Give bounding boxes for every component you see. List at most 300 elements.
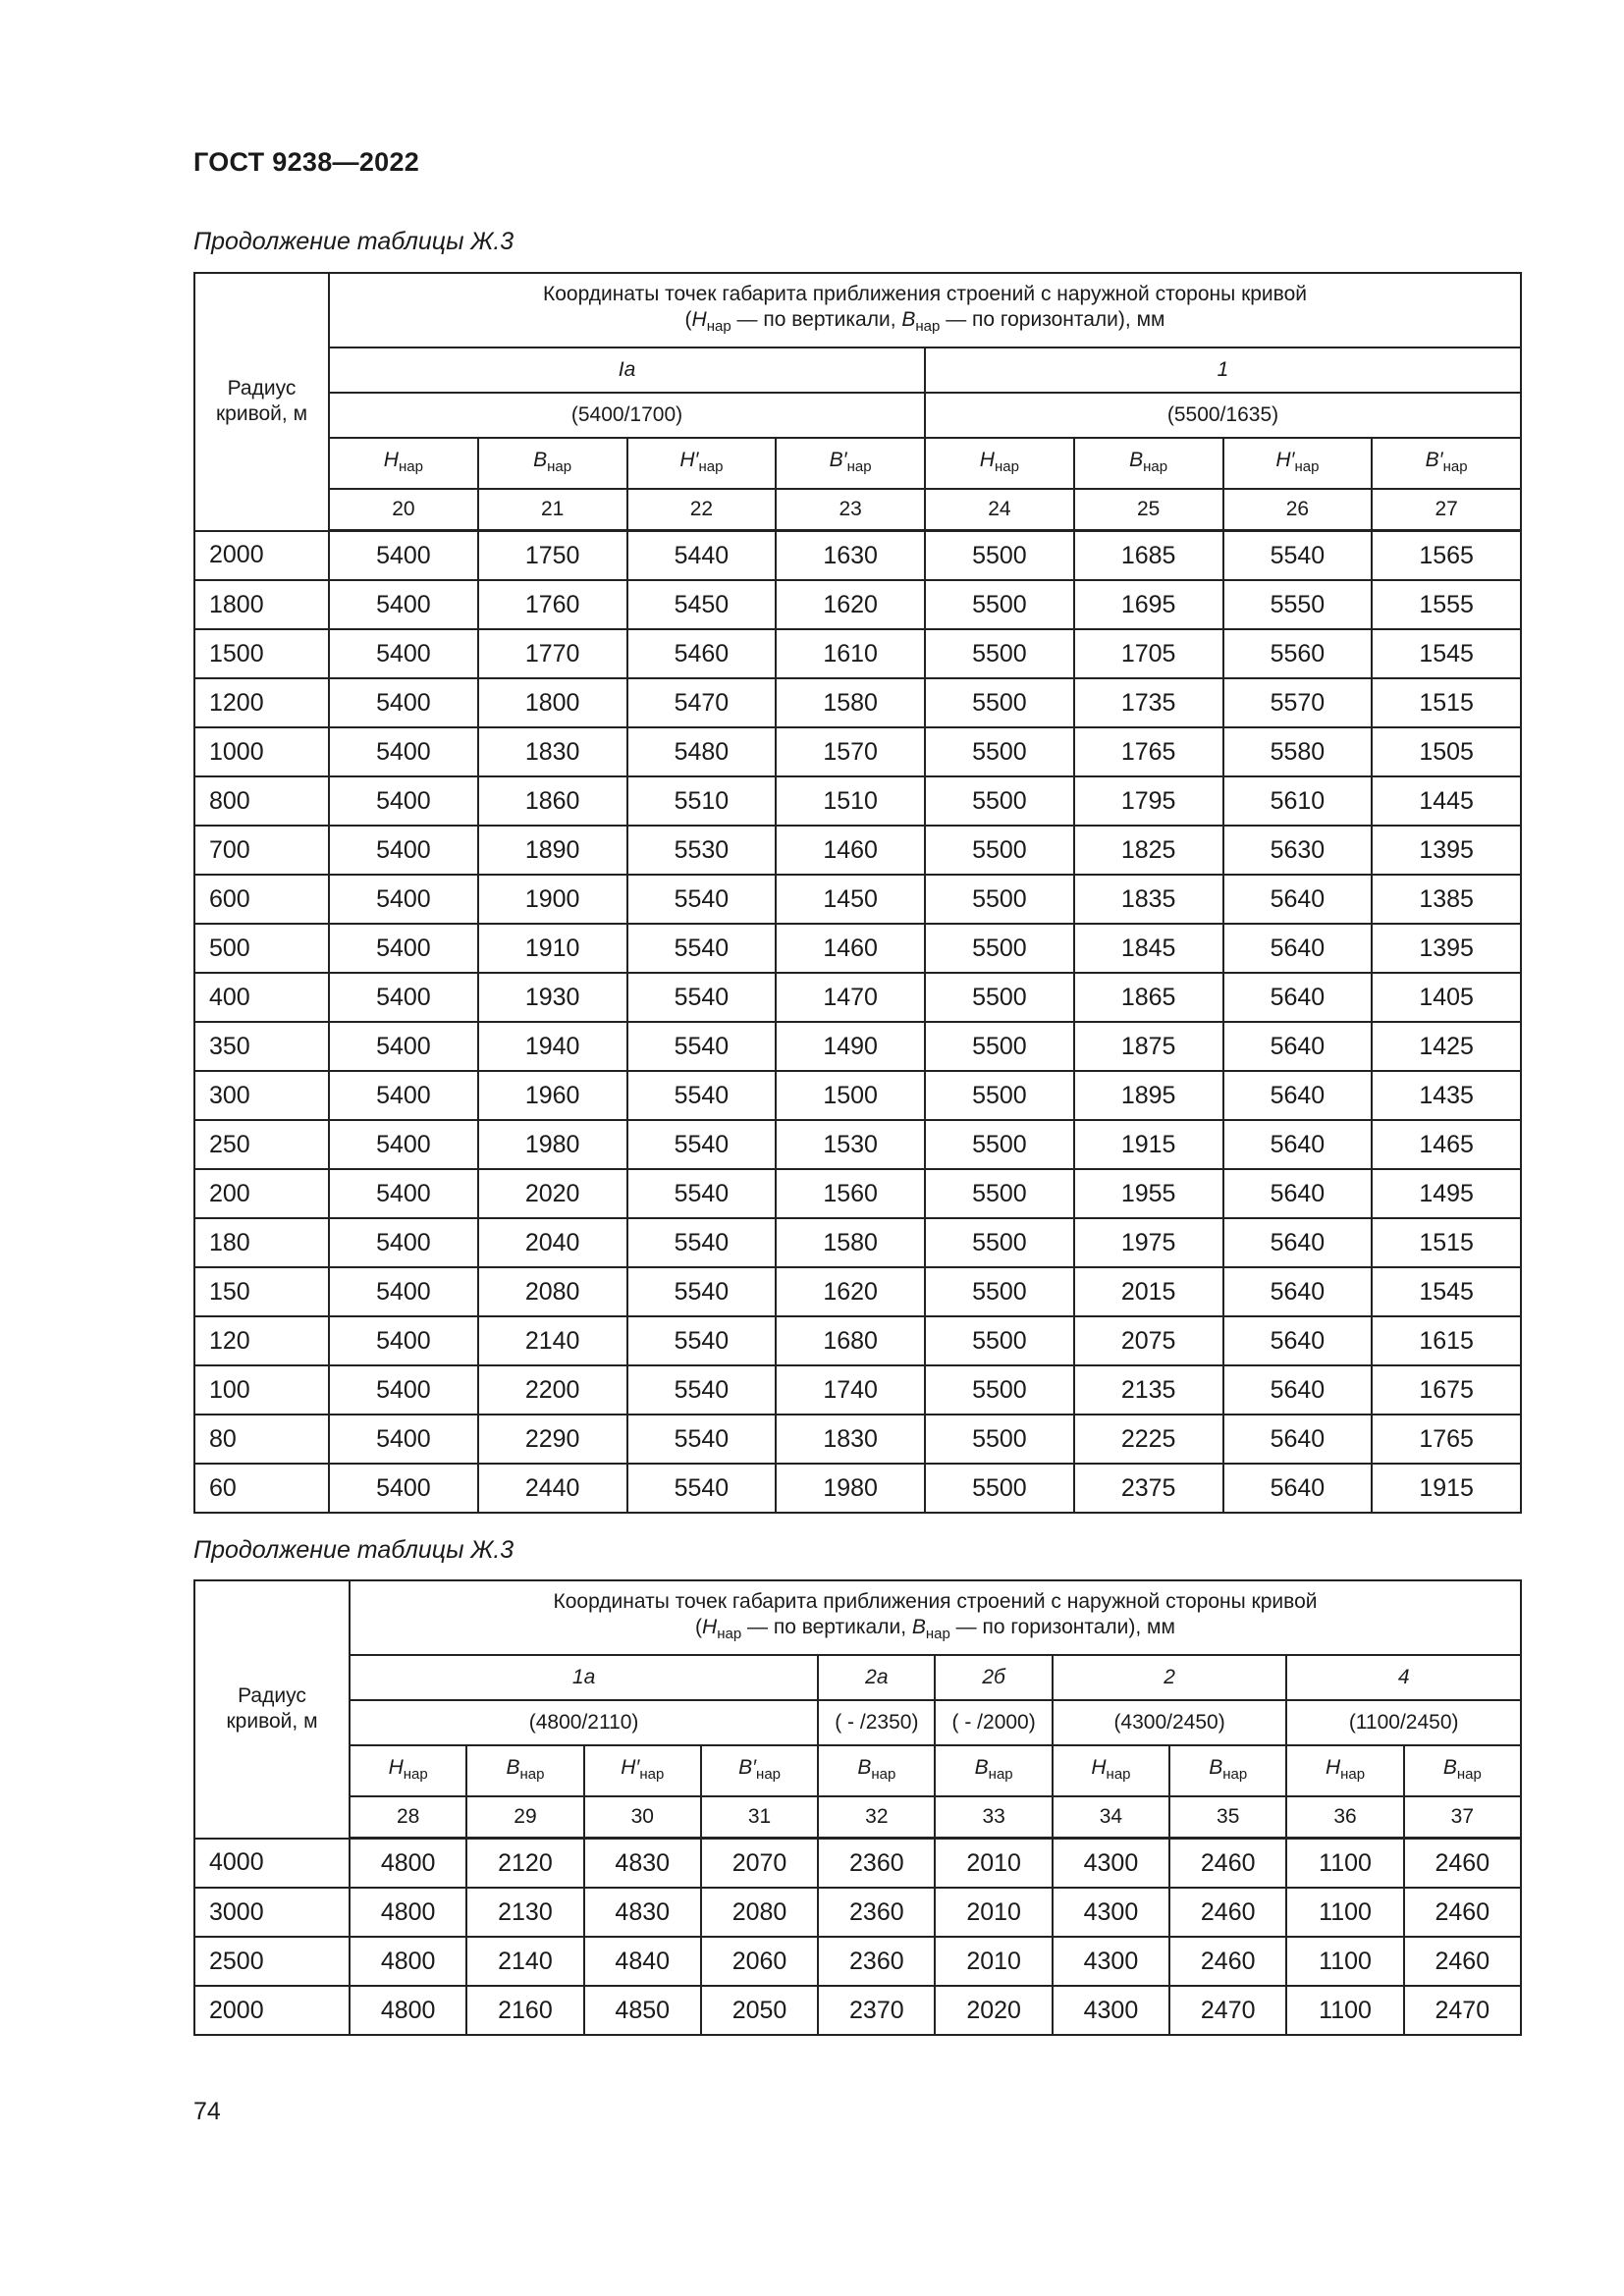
value-cell: 1570 <box>776 727 925 776</box>
symbol-letter: H <box>691 307 707 331</box>
column-number: 36 <box>1286 1796 1403 1839</box>
column-number: 20 <box>329 489 478 531</box>
value-cell: 4850 <box>584 1986 701 2035</box>
value-cell: 1860 <box>478 776 627 826</box>
radius-cell: 600 <box>194 875 329 924</box>
value-cell: 2160 <box>466 1986 583 2035</box>
value-cell: 1630 <box>776 531 925 581</box>
value-cell: 1470 <box>776 973 925 1022</box>
radius-cell: 120 <box>194 1316 329 1365</box>
table-row <box>194 1415 1521 1464</box>
clearance-group-type: ( - /2000) <box>935 1700 1052 1745</box>
value-cell: 1530 <box>776 1120 925 1169</box>
column-number: 35 <box>1169 1796 1286 1839</box>
value-cell: 5540 <box>627 875 777 924</box>
symbol-subscript: нар <box>706 317 731 335</box>
value-cell: 1795 <box>1074 776 1223 826</box>
value-cell: 5440 <box>627 531 777 581</box>
value-cell: 1445 <box>1372 776 1521 826</box>
column-symbol <box>776 438 925 489</box>
column-symbol <box>1169 1745 1286 1796</box>
column-symbol <box>329 438 478 489</box>
table-row <box>194 1937 1521 1986</box>
radius-cell: 350 <box>194 1022 329 1071</box>
value-cell: 1825 <box>1074 826 1223 875</box>
value-cell: 5640 <box>1223 1071 1373 1120</box>
value-cell: 1510 <box>776 776 925 826</box>
value-cell: 5630 <box>1223 826 1373 875</box>
value-cell: 1580 <box>776 678 925 727</box>
column-symbol <box>584 1745 701 1796</box>
column-number: 29 <box>466 1796 583 1839</box>
value-cell: 1500 <box>776 1071 925 1120</box>
value-cell: 1750 <box>478 531 627 581</box>
value-cell: 5640 <box>1223 1464 1373 1513</box>
radius-header <box>194 1580 350 1839</box>
column-symbol <box>1074 438 1223 489</box>
value-cell: 5400 <box>329 1022 478 1071</box>
value-cell: 1395 <box>1372 924 1521 973</box>
column-symbol <box>701 1745 818 1796</box>
symbol-subscript: нар <box>756 1765 781 1783</box>
value-cell: 1425 <box>1372 1022 1521 1071</box>
radius-cell: 200 <box>194 1169 329 1218</box>
value-cell: 1685 <box>1074 531 1223 581</box>
column-symbol <box>627 438 777 489</box>
value-cell: 1910 <box>478 924 627 973</box>
column-symbol <box>1372 438 1521 489</box>
value-cell: 1705 <box>1074 629 1223 678</box>
column-symbol <box>466 1745 583 1796</box>
value-cell: 5540 <box>627 1218 777 1267</box>
value-cell: 5540 <box>1223 531 1373 581</box>
value-cell: 5500 <box>925 580 1074 629</box>
value-cell: 2460 <box>1404 1839 1521 1889</box>
column-number: 24 <box>925 489 1074 531</box>
value-cell: 5500 <box>925 1218 1074 1267</box>
value-cell: 5500 <box>925 1071 1074 1120</box>
value-cell: 1960 <box>478 1071 627 1120</box>
column-symbol <box>1053 1745 1169 1796</box>
column-number: 34 <box>1053 1796 1169 1839</box>
table-row <box>194 1022 1521 1071</box>
value-cell: 5560 <box>1223 629 1373 678</box>
clearance-group-type: ( - /2350) <box>818 1700 935 1745</box>
radius-header-line: Радиус <box>227 377 297 400</box>
value-cell: 1515 <box>1372 678 1521 727</box>
value-cell: 1615 <box>1372 1316 1521 1365</box>
value-cell: 2460 <box>1169 1888 1286 1937</box>
value-cell: 5640 <box>1223 1267 1373 1316</box>
column-number: 23 <box>776 489 925 531</box>
value-cell: 2080 <box>478 1267 627 1316</box>
value-cell: 1760 <box>478 580 627 629</box>
value-cell: 4300 <box>1053 1937 1169 1986</box>
value-cell: 4800 <box>350 1839 466 1889</box>
symbol-subscript: нар <box>1442 457 1468 475</box>
value-cell: 2015 <box>1074 1267 1223 1316</box>
table-row <box>194 1316 1521 1365</box>
value-cell: 2020 <box>935 1986 1052 2035</box>
value-cell: 2470 <box>1169 1986 1286 2035</box>
table-row <box>194 1169 1521 1218</box>
column-symbol <box>350 1745 466 1796</box>
value-cell: 2460 <box>1404 1937 1521 1986</box>
value-cell: 5500 <box>925 629 1074 678</box>
value-cell: 5400 <box>329 1071 478 1120</box>
coordinates-header-line2: ($H_{нар}$ — по вертикали, $B_{нар}$ — по горизонтали), мм <box>695 1615 1175 1642</box>
value-cell: 1675 <box>1372 1365 1521 1415</box>
value-cell: 2130 <box>466 1888 583 1937</box>
value-cell: 4830 <box>584 1888 701 1937</box>
radius-cell: 400 <box>194 973 329 1022</box>
value-cell: 4800 <box>350 1986 466 2035</box>
radius-cell: 3000 <box>194 1888 350 1937</box>
symbol-subscript: нар <box>915 317 941 335</box>
table-row <box>194 1839 1521 1889</box>
value-cell: 2010 <box>935 1839 1052 1889</box>
value-cell: 2120 <box>466 1839 583 1889</box>
table-row <box>194 580 1521 629</box>
symbol-subscript: нар <box>846 457 872 475</box>
value-cell: 1740 <box>776 1365 925 1415</box>
value-cell: 5640 <box>1223 1169 1373 1218</box>
value-cell: 1435 <box>1372 1071 1521 1120</box>
column-number: 21 <box>478 489 627 531</box>
coordinates-header-line1: Координаты точек габарита приближения строений с наружной стороны кривой <box>543 282 1307 305</box>
column-symbol <box>925 438 1074 489</box>
value-cell: 5450 <box>627 580 777 629</box>
value-cell: 1845 <box>1074 924 1223 973</box>
table-caption: Продолжение таблицы Ж.3 <box>193 228 514 255</box>
column-number: 25 <box>1074 489 1223 531</box>
value-cell: 1835 <box>1074 875 1223 924</box>
symbol-subscript: нар <box>1294 457 1320 475</box>
symbol-subscript: нар <box>519 1765 545 1783</box>
value-cell: 5580 <box>1223 727 1373 776</box>
clearance-group-name: Ia <box>329 347 925 393</box>
value-cell: 5400 <box>329 1267 478 1316</box>
value-cell: 1695 <box>1074 580 1223 629</box>
symbol-letter: H <box>979 448 995 471</box>
value-cell: 4800 <box>350 1937 466 1986</box>
radius-cell: 800 <box>194 776 329 826</box>
value-cell: 1495 <box>1372 1169 1521 1218</box>
symbol-letter: B <box>1129 448 1144 471</box>
symbol-letter: B <box>506 1755 520 1779</box>
value-cell: 2360 <box>818 1888 935 1937</box>
page-number: 74 <box>193 2098 221 2125</box>
value-cell: 5640 <box>1223 1316 1373 1365</box>
value-cell: 1930 <box>478 973 627 1022</box>
value-cell: 5640 <box>1223 1022 1373 1071</box>
value-cell: 5400 <box>329 727 478 776</box>
value-cell: 5400 <box>329 973 478 1022</box>
value-cell: 2070 <box>701 1839 818 1889</box>
value-cell: 5540 <box>627 1120 777 1169</box>
column-number: 27 <box>1372 489 1521 531</box>
value-cell: 2075 <box>1074 1316 1223 1365</box>
value-cell: 1100 <box>1286 1986 1403 2035</box>
value-cell: 2360 <box>818 1937 935 1986</box>
value-cell: 1765 <box>1074 727 1223 776</box>
column-number: 28 <box>350 1796 466 1839</box>
radius-cell: 2500 <box>194 1937 350 1986</box>
value-cell: 2140 <box>466 1937 583 1986</box>
symbol-letter: B <box>1442 1755 1457 1779</box>
value-cell: 5640 <box>1223 924 1373 973</box>
clearance-group-name: 1а <box>350 1655 818 1700</box>
value-cell: 5640 <box>1223 1218 1373 1267</box>
column-symbol <box>935 1745 1052 1796</box>
value-cell: 5640 <box>1223 1415 1373 1464</box>
value-cell: 1765 <box>1372 1415 1521 1464</box>
symbol-letter: H′ <box>679 448 699 471</box>
table-row <box>194 531 1521 581</box>
radius-cell: 250 <box>194 1120 329 1169</box>
value-cell: 1830 <box>776 1415 925 1464</box>
value-cell: 1545 <box>1372 629 1521 678</box>
clearance-group-name: 1 <box>925 347 1521 393</box>
value-cell: 5510 <box>627 776 777 826</box>
value-cell: 5500 <box>925 875 1074 924</box>
clearance-group-type: (5500/1635) <box>925 393 1521 438</box>
value-cell: 1955 <box>1074 1169 1223 1218</box>
value-cell: 2080 <box>701 1888 818 1937</box>
table-row <box>194 924 1521 973</box>
value-cell: 2225 <box>1074 1415 1223 1464</box>
value-cell: 2050 <box>701 1986 818 2035</box>
value-cell: 5540 <box>627 924 777 973</box>
value-cell: 5550 <box>1223 580 1373 629</box>
table-row <box>194 1218 1521 1267</box>
column-number: 33 <box>935 1796 1052 1839</box>
symbol-subscript: нар <box>717 1625 742 1642</box>
value-cell: 5460 <box>627 629 777 678</box>
value-cell: 2290 <box>478 1415 627 1464</box>
value-cell: 5400 <box>329 629 478 678</box>
symbol-subscript: нар <box>1106 1765 1131 1783</box>
table-row <box>194 826 1521 875</box>
value-cell: 1735 <box>1074 678 1223 727</box>
value-cell: 1800 <box>478 678 627 727</box>
symbol-subscript: нар <box>871 1765 896 1783</box>
table-row <box>194 1120 1521 1169</box>
clearance-group-type: (1100/2450) <box>1286 1700 1521 1745</box>
symbol-subscript: нар <box>925 1625 950 1642</box>
value-cell: 5570 <box>1223 678 1373 727</box>
clearance-group-type: (5400/1700) <box>329 393 925 438</box>
radius-header-line: кривой, м <box>226 1710 318 1734</box>
coordinates-header <box>350 1580 1521 1655</box>
value-cell: 1770 <box>478 629 627 678</box>
symbol-letter: B′ <box>1425 448 1443 471</box>
value-cell: 1100 <box>1286 1937 1403 1986</box>
column-number: 26 <box>1223 489 1373 531</box>
radius-cell: 1800 <box>194 580 329 629</box>
value-cell: 5540 <box>627 1464 777 1513</box>
coordinates-header-line1: Координаты точек габарита приближения строений с наружной стороны кривой <box>553 1589 1318 1613</box>
value-cell: 1405 <box>1372 973 1521 1022</box>
value-cell: 5540 <box>627 1267 777 1316</box>
clearance-group-type: (4300/2450) <box>1053 1700 1287 1745</box>
value-cell: 5500 <box>925 1365 1074 1415</box>
value-cell: 4840 <box>584 1937 701 1986</box>
value-cell: 5500 <box>925 531 1074 581</box>
value-cell: 2360 <box>818 1839 935 1889</box>
value-cell: 4300 <box>1053 1888 1169 1937</box>
value-cell: 2010 <box>935 1937 1052 1986</box>
column-number: 37 <box>1404 1796 1521 1839</box>
symbol-letter: B <box>901 307 916 331</box>
value-cell: 5530 <box>627 826 777 875</box>
value-cell: 1975 <box>1074 1218 1223 1267</box>
value-cell: 4800 <box>350 1888 466 1937</box>
value-cell: 5540 <box>627 1071 777 1120</box>
value-cell: 1385 <box>1372 875 1521 924</box>
clearance-group-name: 2 <box>1053 1655 1287 1700</box>
value-cell: 5400 <box>329 1218 478 1267</box>
symbol-subscript: нар <box>639 1765 665 1783</box>
value-cell: 1100 <box>1286 1888 1403 1937</box>
column-symbol <box>478 438 627 489</box>
radius-cell: 4000 <box>194 1839 350 1889</box>
column-number: 22 <box>627 489 777 531</box>
table-row <box>194 776 1521 826</box>
radius-cell: 1000 <box>194 727 329 776</box>
value-cell: 2440 <box>478 1464 627 1513</box>
value-cell: 1865 <box>1074 973 1223 1022</box>
column-number: 31 <box>701 1796 818 1839</box>
clearance-group-name: 2а <box>818 1655 935 1700</box>
value-cell: 1565 <box>1372 531 1521 581</box>
table-row <box>194 1365 1521 1415</box>
value-cell: 5500 <box>925 776 1074 826</box>
column-symbol <box>818 1745 935 1796</box>
value-cell: 5540 <box>627 1415 777 1464</box>
radius-cell: 2000 <box>194 1986 350 2035</box>
clearance-group-name: 2б <box>935 1655 1052 1700</box>
table-row <box>194 1986 1521 2035</box>
value-cell: 5400 <box>329 1169 478 1218</box>
radius-cell: 60 <box>194 1464 329 1513</box>
value-cell: 5400 <box>329 531 478 581</box>
value-cell: 5400 <box>329 1120 478 1169</box>
value-cell: 5500 <box>925 678 1074 727</box>
value-cell: 2460 <box>1169 1937 1286 1986</box>
value-cell: 5400 <box>329 678 478 727</box>
value-cell: 1915 <box>1074 1120 1223 1169</box>
symbol-letter: H <box>383 448 399 471</box>
value-cell: 1515 <box>1372 1218 1521 1267</box>
value-cell: 5500 <box>925 1464 1074 1513</box>
value-cell: 1980 <box>776 1464 925 1513</box>
value-cell: 1560 <box>776 1169 925 1218</box>
table-row <box>194 1888 1521 1937</box>
value-cell: 2370 <box>818 1986 935 2035</box>
symbol-letter: B <box>974 1755 989 1779</box>
radius-cell: 500 <box>194 924 329 973</box>
value-cell: 1450 <box>776 875 925 924</box>
value-cell: 1580 <box>776 1218 925 1267</box>
column-number: 32 <box>818 1796 935 1839</box>
value-cell: 5500 <box>925 973 1074 1022</box>
value-cell: 1545 <box>1372 1267 1521 1316</box>
symbol-letter: B′ <box>738 1755 757 1779</box>
value-cell: 5500 <box>925 1267 1074 1316</box>
coordinates-header <box>329 273 1521 347</box>
value-cell: 5640 <box>1223 973 1373 1022</box>
symbol-letter: H′ <box>621 1755 640 1779</box>
value-cell: 1890 <box>478 826 627 875</box>
column-number: 30 <box>584 1796 701 1839</box>
value-cell: 5540 <box>627 1169 777 1218</box>
radius-cell: 100 <box>194 1365 329 1415</box>
value-cell: 4300 <box>1053 1839 1169 1889</box>
value-cell: 1100 <box>1286 1839 1403 1889</box>
value-cell: 5540 <box>627 1365 777 1415</box>
value-cell: 5400 <box>329 826 478 875</box>
value-cell: 1395 <box>1372 826 1521 875</box>
value-cell: 5640 <box>1223 875 1373 924</box>
symbol-letter: H <box>388 1755 404 1779</box>
coordinates-header-line2: ($H_{нар}$ — по вертикали, $B_{нар}$ — по горизонтали), мм <box>684 307 1165 335</box>
radius-cell: 2000 <box>194 531 329 581</box>
value-cell: 2060 <box>701 1937 818 1986</box>
clearance-group-name: 4 <box>1286 1655 1521 1700</box>
value-cell: 1620 <box>776 580 925 629</box>
symbol-letter: B <box>911 1615 926 1638</box>
value-cell: 2140 <box>478 1316 627 1365</box>
value-cell: 5500 <box>925 1169 1074 1218</box>
symbol-subscript: нар <box>698 457 724 475</box>
value-cell: 1555 <box>1372 580 1521 629</box>
value-cell: 2200 <box>478 1365 627 1415</box>
value-cell: 1505 <box>1372 727 1521 776</box>
table-caption: Продолжение таблицы Ж.3 <box>193 1536 514 1564</box>
value-cell: 1460 <box>776 924 925 973</box>
value-cell: 5500 <box>925 1120 1074 1169</box>
table-row <box>194 1071 1521 1120</box>
radius-header-line: Радиус <box>238 1684 306 1708</box>
table-row <box>194 875 1521 924</box>
value-cell: 1940 <box>478 1022 627 1071</box>
value-cell: 5400 <box>329 875 478 924</box>
value-cell: 1915 <box>1372 1464 1521 1513</box>
column-symbol <box>1286 1745 1403 1796</box>
symbol-subscript: нар <box>1143 457 1168 475</box>
value-cell: 1980 <box>478 1120 627 1169</box>
document-header: ГОСТ 9238—2022 <box>193 147 420 177</box>
radius-cell: 1200 <box>194 678 329 727</box>
value-cell: 2460 <box>1404 1888 1521 1937</box>
value-cell: 5400 <box>329 1316 478 1365</box>
symbol-letter: H <box>702 1615 718 1638</box>
value-cell: 5480 <box>627 727 777 776</box>
radius-cell: 300 <box>194 1071 329 1120</box>
value-cell: 5400 <box>329 580 478 629</box>
clearance-table-1 <box>193 272 1522 1514</box>
value-cell: 1830 <box>478 727 627 776</box>
clearance-table-2 <box>193 1579 1522 2036</box>
symbol-letter: H <box>1091 1755 1107 1779</box>
value-cell: 5610 <box>1223 776 1373 826</box>
symbol-letter: B <box>533 448 548 471</box>
value-cell: 5640 <box>1223 1365 1373 1415</box>
symbol-subscript: нар <box>403 1765 428 1783</box>
radius-header <box>194 273 329 531</box>
symbol-subscript: нар <box>1340 1765 1366 1783</box>
